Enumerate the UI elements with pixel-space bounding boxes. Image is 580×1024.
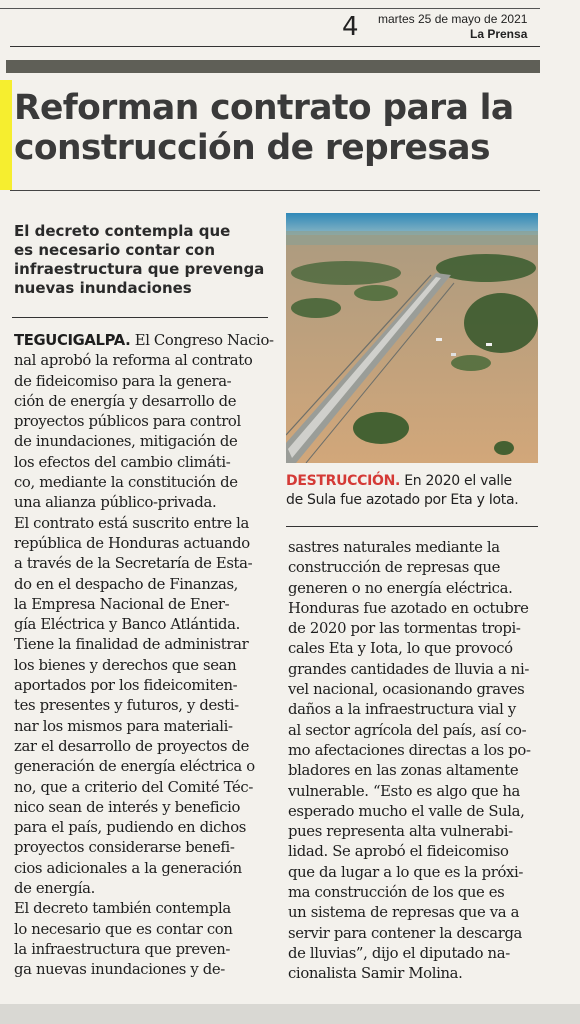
body-line: grandes cantidades de lluvia a ni- [288, 660, 529, 678]
body-line: de inundaciones, mitigación de [14, 433, 238, 451]
body-line: tes presentes y futuros, y desti- [14, 697, 239, 715]
subhead-line: nuevas inundaciones [14, 279, 192, 297]
body-line: co, mediante la constitución de [14, 474, 238, 492]
body-line: bladores en las zonas altamente [288, 762, 519, 780]
dateline: TEGUCIGALPA. [14, 332, 131, 349]
body-line: esperado mucho el valle de Sula, [288, 802, 525, 820]
photo-caption [286, 472, 542, 510]
caption-divider [286, 526, 538, 527]
subhead-line: infraestructura que prevenga [14, 260, 265, 278]
body-line: generen o no energía eléctrica. [288, 579, 513, 597]
body-line: nar los mismos para materiali- [14, 717, 233, 735]
body-line: ma construcción de los que es [288, 884, 505, 902]
body-line: lo necesario que es contar con [14, 920, 233, 938]
body-line: de energía. [14, 880, 95, 898]
body-line: un sistema de represas que va a [288, 904, 520, 922]
body-line: lidad. Se aprobó el fideicomiso [288, 843, 509, 861]
body-line: vulnerable. “Esto es algo que ha [288, 782, 520, 800]
body-line: El contrato está suscrito entre la [14, 514, 249, 532]
body-line: mo afectaciones directas a los po- [288, 741, 531, 759]
headline [14, 88, 544, 168]
article-column-2 [288, 538, 540, 985]
body-line: una alianza público-privada. [14, 494, 217, 512]
body-line: nico sean de interés y beneficio [14, 798, 241, 816]
newspaper-name: La Prensa [470, 27, 528, 41]
body-line: ga nuevas inundaciones y de- [14, 961, 225, 979]
body-line: de 2020 por las tormentas tropi- [288, 620, 521, 638]
caption-line: de Sula fue azotado por Eta y Iota. [286, 492, 519, 508]
body-line: do en el despacho de Finanzas, [14, 575, 239, 593]
body-line: la infraestructura que preven- [14, 940, 231, 958]
body-line: zar el desarrollo de proyectos de [14, 737, 249, 755]
headline-divider [10, 190, 540, 191]
body-line: El decreto también contempla [14, 900, 231, 918]
header-rule [0, 8, 540, 9]
flood-photo [286, 213, 538, 463]
headline-line: Reforman contrato para la [14, 88, 514, 128]
body-line: los efectos del cambio climáti- [14, 453, 231, 471]
body-line: ción de energía y desarrollo de [14, 392, 237, 410]
body-line: generación de energía eléctrica o [14, 758, 255, 776]
body-line: proyectos públicos para control [14, 413, 241, 431]
highlighter-mark [0, 80, 12, 190]
issue-date: martes 25 de mayo de 2021 [378, 12, 528, 26]
body-line: de lluvias”, dijo el diputado na- [288, 944, 510, 962]
body-line: daños a la infraestructura vial y [288, 701, 516, 719]
body-line: sastres naturales mediante la [288, 539, 500, 556]
body-line: aportados por los fideicomiten- [14, 677, 238, 695]
body-line: no, que a criterio del Comité Téc- [14, 778, 253, 796]
body-line: la Empresa Nacional de Ener- [14, 595, 230, 613]
body-line: de fideicomiso para la genera- [14, 372, 232, 390]
body-line: cionalista Samir Molina. [288, 965, 463, 983]
headline-line: construcción de represas [14, 128, 490, 168]
caption-line [286, 472, 542, 491]
article-column-1 [14, 331, 278, 981]
body-line: nal aprobó la reforma al contrato [14, 352, 253, 370]
subhead-line: El decreto contempla que [14, 222, 231, 240]
body-line: que da lugar a lo que es la próxi- [288, 863, 524, 881]
caption-kicker: DESTRUCCIÓN. [286, 473, 401, 489]
body-line: pues representa alta vulnerabi- [288, 823, 513, 841]
scan-bottom-edge [0, 1004, 580, 1024]
body-line: cios adicionales a la generación [14, 859, 242, 877]
subhead-line: es necesario contar con [14, 241, 216, 259]
page-number: 4 [342, 12, 359, 42]
body-line: república de Honduras actuando [14, 534, 250, 552]
subhead-divider [12, 317, 268, 318]
body-line: para el país, pudiendo en dichos [14, 819, 247, 837]
body-line: los bienes y derechos que sean [14, 656, 237, 674]
body-line: al sector agrícola del país, así co- [288, 721, 527, 739]
body-line [14, 331, 278, 351]
body-line: Honduras fue azotado en octubre [288, 599, 529, 617]
body-line: construcción de represas que [288, 559, 501, 577]
caption-text: En 2020 el valle [400, 473, 512, 489]
body-line: proyectos considerarse benefi- [14, 839, 235, 857]
body-line: vel nacional, ocasionando graves [288, 681, 525, 699]
header-divider [10, 46, 540, 47]
body-line: cales Eta y Iota, lo que provocó [288, 640, 513, 658]
section-band [6, 60, 540, 73]
body-line: Tiene la finalidad de administrar [14, 636, 249, 654]
body-text: El Congreso Nacio- [130, 332, 274, 349]
body-line: a través de la Secretaría de Esta- [14, 555, 253, 573]
subheadline [14, 222, 274, 298]
body-line: gía Eléctrica y Banco Atlántida. [14, 616, 240, 634]
body-line: servir para contener la descarga [288, 924, 523, 942]
